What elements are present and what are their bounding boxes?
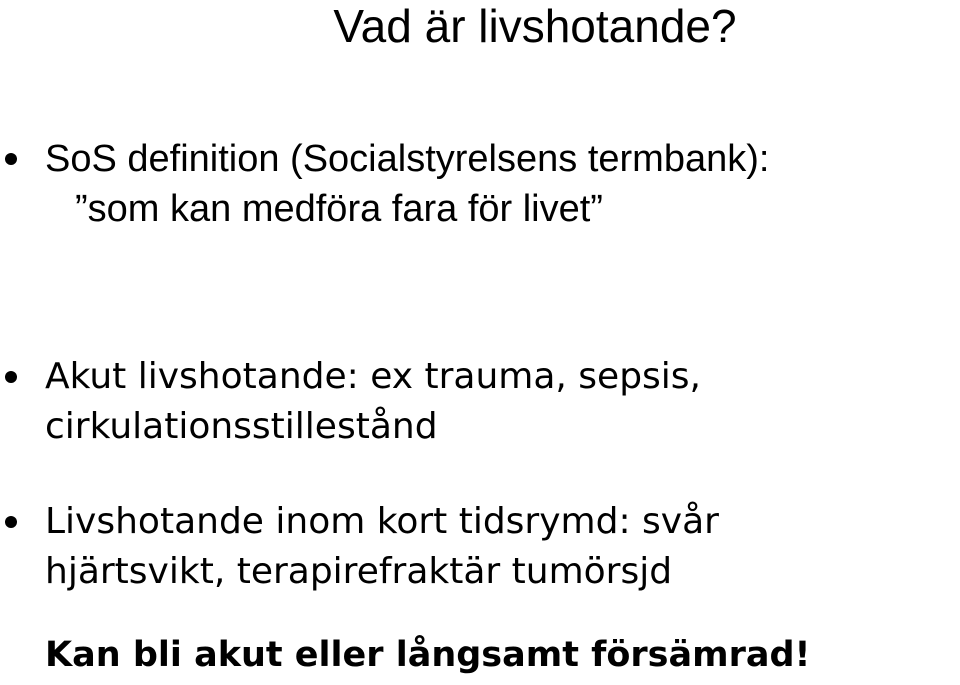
bullet-line: cirkulationsstillestånd (45, 406, 438, 447)
bullet-text (45, 497, 719, 597)
bullet-text (45, 134, 769, 234)
bullet-dot (5, 371, 17, 383)
bullet-dot (5, 153, 17, 165)
bullet-line: Livshotande inom kort tidsrymd: svår (45, 501, 719, 542)
bullet-line: hjärtsvikt, terapirefraktär tumörsjd (45, 551, 673, 592)
bullet-line: SoS definition (Socialstyrelsens termbank): (45, 138, 770, 180)
bullet-line: Akut livshotande: ex trauma, sepsis, (45, 356, 701, 397)
slide-title: Vad är livshotande? (333, 0, 737, 52)
slide-conclusion: Kan bli akut eller långsamt försämrad! (45, 635, 811, 675)
bullet-text (45, 352, 701, 452)
bullet-dot (5, 516, 17, 528)
definition-quote: ”som kan medföra fara för livet” (75, 188, 603, 230)
